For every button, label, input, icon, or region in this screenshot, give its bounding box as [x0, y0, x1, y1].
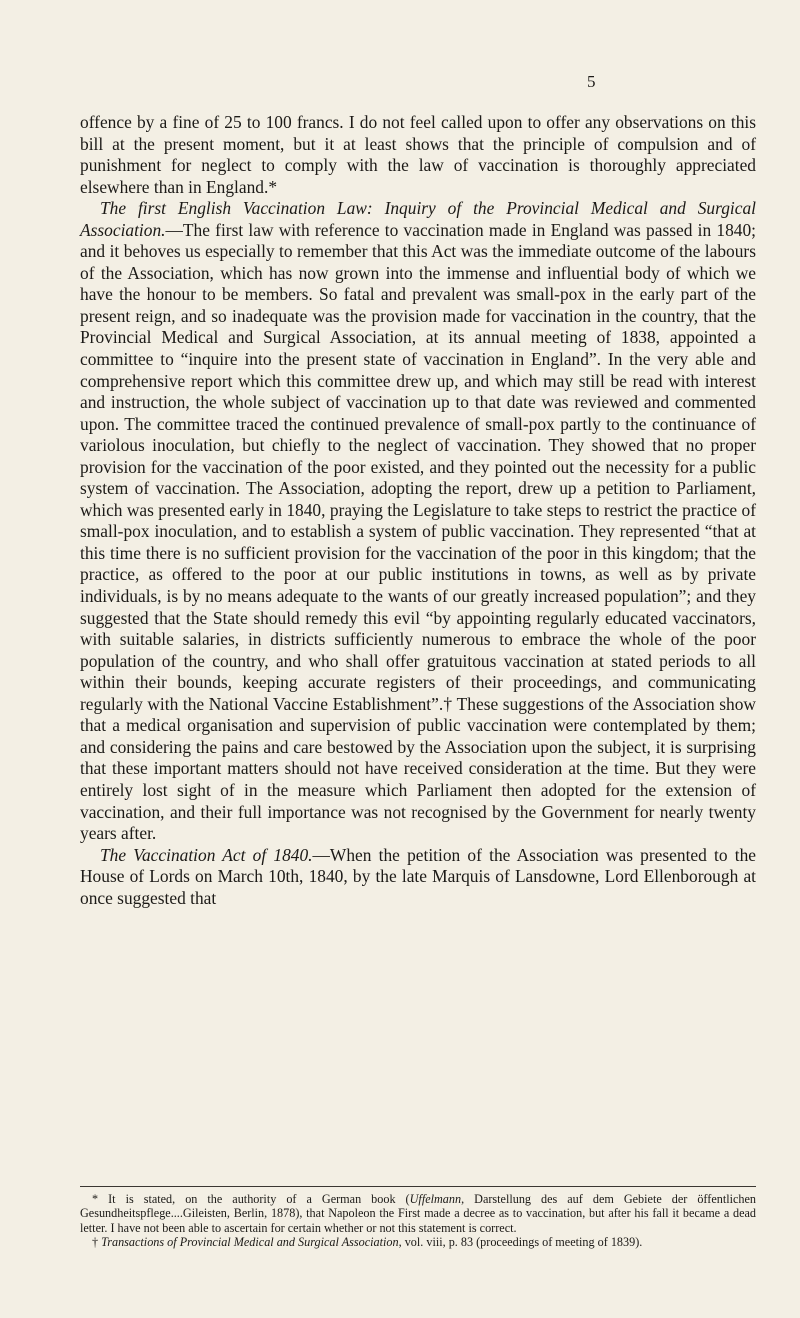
- paragraph-text: offence by a fine of 25 to 100 francs. I do not feel called upon to offer any observations on this bill at the present moment, but it at least shows that the principle of compulsion and of punishment for neglect to comply with the law of vaccination is thoroughly appreciated elsewhere than in England.*: [80, 112, 756, 197]
- footnotes: [80, 1186, 756, 1250]
- paragraph-text: —When the petition of the Association was presented to the House of Lords on March 10th, 1840, by the late Marquis of Lansdowne, Lord Ellenborough at once suggested that: [80, 844, 756, 908]
- footnote-citation: Uffelmann: [409, 1192, 462, 1206]
- footnote-text: , vol. viii, p. 83 (proceedings of meeting of 1839).: [398, 1235, 643, 1250]
- paragraph: [80, 112, 756, 198]
- footnote-citation: Transactions of Provincial Medical and Surgical Association: [101, 1235, 399, 1250]
- section-heading: The Vaccination Act of 1840.: [100, 844, 313, 865]
- footnote-text: * It is stated, on the authority of a German book (: [92, 1192, 410, 1206]
- section-heading: The first English Vaccination Law: Inquiry of the Provincial Medical and Surgical Association.: [80, 198, 756, 240]
- footnote-text: , Darstellung des auf dem Gebiete der öffentlichen Gesundheitspflege....Gileisten, Berlin, 1878), that Napoleon the First made a decree as to vaccination, but after his fall it became a dead letter. I have not been able to ascertain for certain whether or not this statement is correct.: [80, 1192, 756, 1235]
- footnote: [80, 1235, 756, 1249]
- footnote-text: †: [92, 1235, 102, 1250]
- paragraph-text: —The first law with reference to vaccination made in England was passed in 1840; and it behoves us especially to remember that this Act was the immediate outcome of the labours of the Association, which has now grown into the immense and influential body of which we have the honour to be members. So fatal and prevalent was small-pox in the early part of the present reign, and so inadequate was the provision made for vaccination in the country, that the Provincial Medical and Surgical Association, at its annual meeting of 1838, appointed a committee to “inquire into the present state of vaccination in England”. In the very able and comprehensive report which this committee drew up, and which may still be read with interest and instruction, the whole subject of vaccination up to that date was reviewed and commented upon. The committee traced the continued prevalence of small-pox partly to the continuance of variolous inoculation, but chiefly to the neglect of vaccination. They showed that no proper provision for the vaccination of the poor existed, and they pointed out the necessity for a public system of vaccination. The Association, adopting the report, drew up a petition to Parliament, which was presented early in 1840, praying the Legislature to take steps to restrict the practice of small-pox inoculation, and to establish a system of public vaccination. They represented “that at this time there is no sufficient provision for the vaccination of the poor in this kingdom; that the practice, as offered to the poor at our public institutions in towns, as well as by private individuals, is by no means adequate to the wants of our greatly increased population”; and they suggested that the State should remedy this evil “by appointing regularly educated vaccinators, with suitable salaries, in districts sufficiently numerous to embrace the whole of the poor population of the country, and who shall offer gratuitous vaccination at stated periods to all within their bounds, keeping accurate registers of their proceedings, and communicating regularly with the National Vaccine Establishment”.† These suggestions of the Association show that a medical organisation and supervision of public vaccination were contemplated by them; and considering the pains and care bestowed by the Association upon the subject, it is surprising that these important matters should not have received consideration at the time. But they were entirely lost sight of in the measure which Parliament then adopted for the extension of vaccination, and their full importance was not recognised by the Government for nearly twenty years after.: [80, 219, 756, 844]
- body-text: [80, 112, 756, 909]
- page-number: 5: [587, 72, 596, 91]
- footnote-divider: [80, 1186, 756, 1187]
- paragraph: [80, 198, 756, 844]
- footnote: [80, 1192, 756, 1235]
- paragraph: [80, 845, 756, 910]
